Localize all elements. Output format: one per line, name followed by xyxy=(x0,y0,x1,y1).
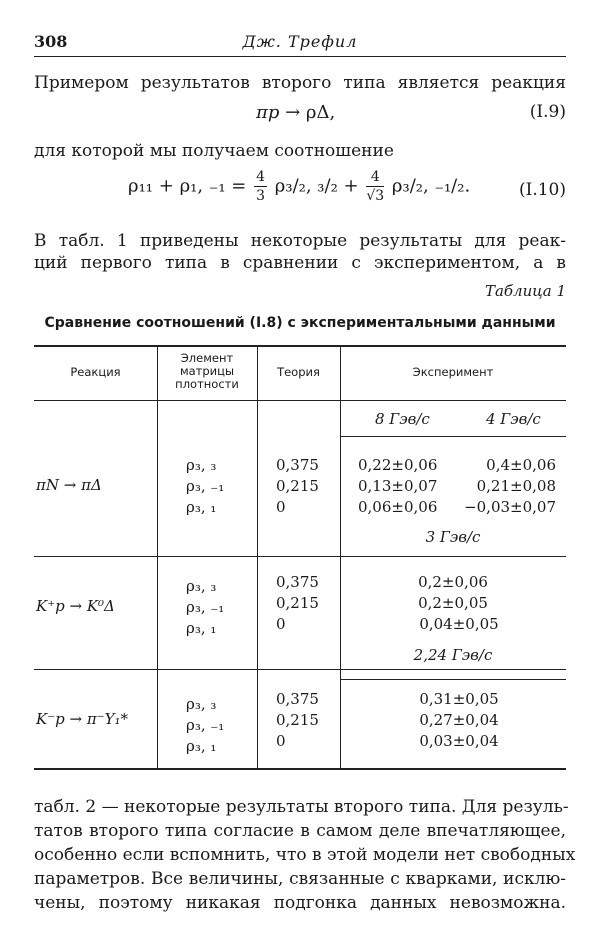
block1-element-2: ρ₃, ₋₁ xyxy=(186,477,225,495)
header-theory: Теория xyxy=(277,365,320,379)
intro-text: Примером результатов второго типа является реакция xyxy=(34,73,566,93)
block1-theory-2: 0,215 xyxy=(276,477,319,495)
block2-theory-2: 0,215 xyxy=(276,594,319,612)
block1-theory-1: 0,375 xyxy=(276,456,319,474)
exp-subrule-1 xyxy=(340,436,566,437)
equation-label-1-9: (I.9) xyxy=(529,102,566,122)
running-header xyxy=(34,30,566,57)
table-col-rule-3 xyxy=(340,345,341,768)
exp-subrule-2 xyxy=(340,679,566,680)
eq-rho-b: ρ₃/₂, ₋₁/₂. xyxy=(391,175,471,197)
block3-energy: 2,24 Гэв/с xyxy=(413,646,493,664)
para2-line-4: параметров. Все величины, связанные с кварками, исклю- xyxy=(34,869,566,889)
header-element-line-3: плотности xyxy=(175,377,239,391)
block1-exp-a-2: 0,13±0,07 xyxy=(358,477,438,495)
header-element xyxy=(157,352,257,391)
eq-1-9-rhs: ρΔ, xyxy=(305,102,336,123)
equation-1-10 xyxy=(128,168,470,205)
block3-exp-3: 0,03±0,04 xyxy=(419,732,499,750)
page-number: 308 xyxy=(34,32,68,51)
block2-theory-3: 0 xyxy=(276,615,286,633)
block2-exp-1: 0,2±0,06 xyxy=(418,573,488,591)
fraction-4-3 xyxy=(254,168,267,205)
eq-plus-1: + xyxy=(158,175,174,197)
block3-exp-2: 0,27±0,04 xyxy=(419,711,499,729)
block-rule-1 xyxy=(34,556,566,557)
para1-line-2: ций первого типа в сравнении с экспериментом, а в xyxy=(34,253,566,273)
header-element-line-2: матрицы xyxy=(179,364,235,378)
block1-energy-1: 8 Гэв/с xyxy=(375,410,430,428)
table-bottom-rule xyxy=(34,768,566,770)
block3-element-1: ρ₃, ₃ xyxy=(186,695,217,713)
eq-1-9-lhs: πp xyxy=(256,102,280,123)
block1-exp-b-3: −0,03±0,07 xyxy=(464,498,556,516)
block1-exp-a-3: 0,06±0,06 xyxy=(358,498,438,516)
fraction-4-sqrt3-denominator: √3 xyxy=(366,188,385,204)
block2-energy: 3 Гэв/с xyxy=(425,528,481,546)
table-col-rule-1 xyxy=(157,345,158,768)
para2-line-1: табл. 2 — некоторые результаты второго типа. Для резуль- xyxy=(34,797,569,817)
mid-text: для которой мы получаем соотношение xyxy=(34,141,394,161)
eq-1-9-arrow: → xyxy=(285,102,301,123)
header-reaction: Реакция xyxy=(70,365,121,379)
para1-line-1: В табл. 1 приведены некоторые результаты для реак- xyxy=(34,231,566,251)
eq-plus-2: + xyxy=(343,175,359,197)
block3-element-3: ρ₃, ₁ xyxy=(186,737,217,755)
block1-energy-2: 4 Гэв/с xyxy=(486,410,541,428)
block3-theory-1: 0,375 xyxy=(276,690,319,708)
block1-exp-b-2: 0,21±0,08 xyxy=(476,477,556,495)
para2-line-5: чены, поэтому никакая подгонка данных невозможна. xyxy=(34,893,566,913)
eq-rho-11: ρ₁₁ xyxy=(128,175,154,197)
block2-element-2: ρ₃, ₋₁ xyxy=(186,598,225,616)
running-title: Дж. Трефил xyxy=(242,32,358,51)
block2-element-3: ρ₃, ₁ xyxy=(186,619,217,637)
block2-exp-2: 0,2±0,05 xyxy=(418,594,488,612)
block1-theory-3: 0 xyxy=(276,498,286,516)
block3-theory-3: 0 xyxy=(276,732,286,750)
para2-line-3: особенно если вспомнить, что в этой модели нет свободных xyxy=(34,845,576,865)
header-experiment: Эксперимент xyxy=(412,365,494,379)
block1-element-1: ρ₃, ₃ xyxy=(186,456,217,474)
block1-element-3: ρ₃, ₁ xyxy=(186,498,217,516)
header-element-line-1: Элемент xyxy=(180,351,234,365)
block2-theory-1: 0,375 xyxy=(276,573,319,591)
block3-exp-1: 0,31±0,05 xyxy=(419,690,499,708)
eq-rho-a: ρ₃/₂, ₃/₂ xyxy=(274,175,338,197)
table-caption: Таблица 1 xyxy=(484,282,566,300)
fraction-4-sqrt3-numerator: 4 xyxy=(366,168,384,187)
block2-exp-3: 0,04±0,05 xyxy=(419,615,499,633)
block-rule-2 xyxy=(34,669,566,670)
fraction-4-3-numerator: 4 xyxy=(256,169,266,185)
block2-reaction: K⁺p → K⁰Δ xyxy=(36,597,115,615)
eq-equals: = xyxy=(231,175,247,197)
block3-theory-2: 0,215 xyxy=(276,711,319,729)
block3-element-2: ρ₃, ₋₁ xyxy=(186,716,225,734)
eq-rho-1-m1: ρ₁, ₋₁ xyxy=(179,175,226,197)
table-col-rule-2 xyxy=(257,345,258,768)
table-title: Сравнение соотношений (I.8) с экспериментальными данными xyxy=(44,315,556,331)
block2-element-1: ρ₃, ₃ xyxy=(186,577,217,595)
fraction-4-sqrt3 xyxy=(366,168,384,205)
table-header-rule xyxy=(34,400,566,401)
block1-exp-b-1: 0,4±0,06 xyxy=(486,456,556,474)
block1-exp-a-1: 0,22±0,06 xyxy=(358,456,438,474)
table-top-rule xyxy=(34,345,566,347)
block3-reaction: K⁻p → π⁻Y₁* xyxy=(36,710,129,728)
block1-reaction: πN → πΔ xyxy=(36,476,102,494)
equation-label-1-10: (I.10) xyxy=(518,180,566,200)
fraction-4-3-denominator: 3 xyxy=(256,188,266,204)
para2-line-2: татов второго типа согласие в самом деле впечатляющее, xyxy=(34,821,566,841)
equation-1-9 xyxy=(256,102,335,123)
